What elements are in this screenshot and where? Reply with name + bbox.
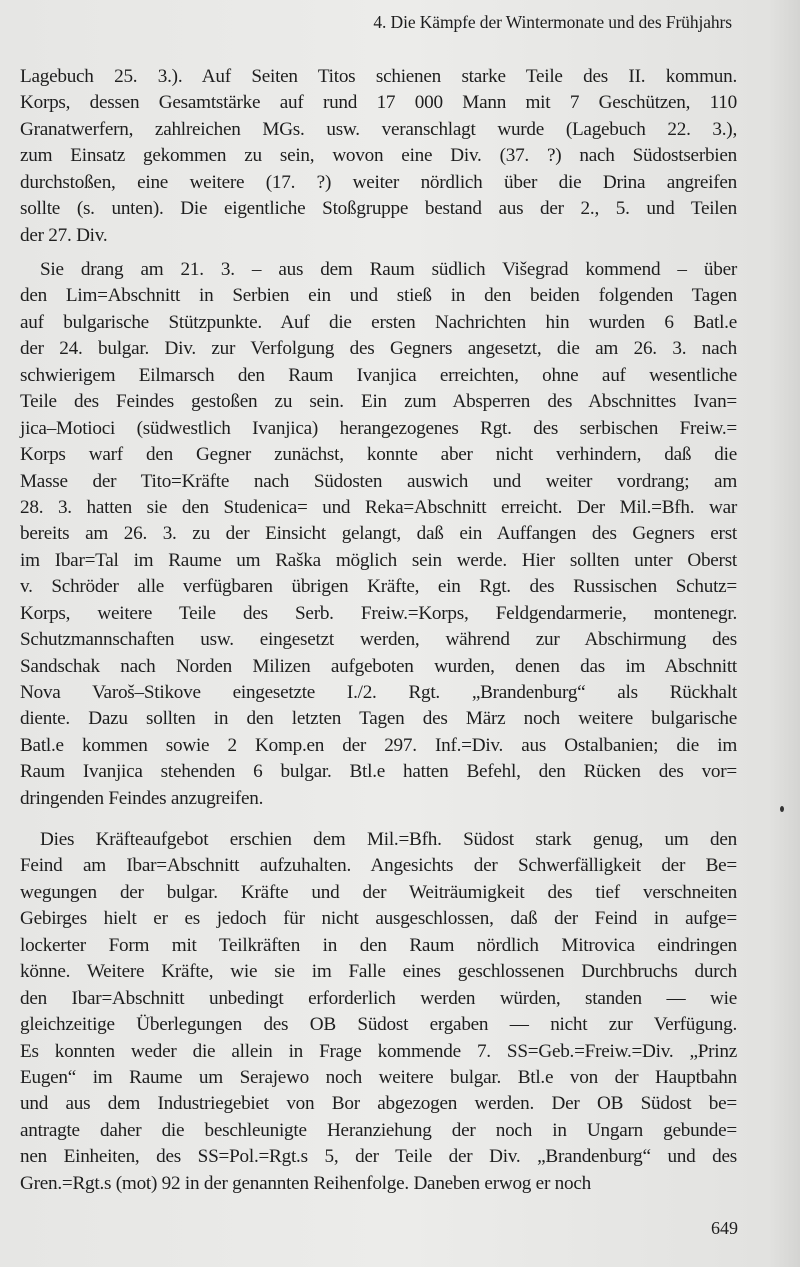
text-line: Korps, dessen Gesamtstärke auf rund 17 000 Mann mit 7 Geschützen, 110 <box>20 92 737 114</box>
text-line: Granatwerfern, zahlreichen MGs. usw. veranschlagt wurde (Lagebuch 22. 3.), <box>20 118 737 140</box>
text-line: den Ibar=Abschnitt unbedingt erforderlich werden würden, standen — wie <box>20 987 737 1009</box>
text-line: Sie drang am 21. 3. – aus dem Raum südlich Višegrad kommend – über <box>40 259 737 280</box>
text-line: Gebirges hielt er es jedoch für nicht ausgeschlossen, daß der Feind in aufge= <box>20 908 737 930</box>
text-line: durchstoßen, eine weitere (17. ?) weiter nördlich über die Drina angreifen <box>20 171 737 193</box>
text-line: der 27. Div. <box>20 224 108 246</box>
text-line: lockerter Form mit Teilkräften in den Raum nördlich Mitrovica eindringen <box>20 934 737 956</box>
text-line: jica–Motioci (südwestlich Ivanjica) herangezogenes Rgt. des serbischen Freiw.= <box>20 417 737 439</box>
text-line: Dies Kräfteaufgebot erschien dem Mil.=Bfh. Südost stark genug, um den <box>40 829 737 850</box>
text-line: v. Schröder alle verfügbaren übrigen Kräfte, ein Rgt. des Russischen Schutz= <box>20 576 737 598</box>
text-line: Gren.=Rgt.s (mot) 92 in der genannten Reihenfolge. Daneben erwog er noch <box>20 1172 591 1194</box>
paragraph-3 <box>20 827 737 1197</box>
page-number: 649 <box>711 1218 738 1238</box>
text-line: antragte daher die beschleunigte Heranziehung der noch in Ungarn gebunde= <box>20 1119 737 1141</box>
text-line: und aus dem Industriegebiet von Bor abgezogen werden. Der OB Südost be= <box>20 1093 737 1115</box>
text-line: wegungen der bulgar. Kräfte und der Weiträumigkeit des tief verschneiten <box>20 881 737 903</box>
text-line: Sandschak nach Norden Milizen aufgeboten wurden, denen das im Abschnitt <box>20 655 737 677</box>
text-line: Feind am Ibar=Abschnitt aufzuhalten. Angesichts der Schwerfälligkeit der Be= <box>20 855 737 877</box>
text-line: Schutzmannschaften usw. eingesetzt werden, während zur Abschirmung des <box>20 629 737 651</box>
text-line: Korps, weitere Teile des Serb. Freiw.=Korps, Feldgendarmerie, montenegr. <box>20 602 737 624</box>
text-line: im Ibar=Tal im Raume um Raška möglich sein werde. Hier sollten unter Oberst <box>20 549 737 571</box>
text-line: Lagebuch 25. 3.). Auf Seiten Titos schienen starke Teile des II. kommun. <box>20 66 737 87</box>
text-line: der 24. bulgar. Div. zur Verfolgung des Gegners angesetzt, die am 26. 3. nach <box>20 338 737 360</box>
text-line: den Lim=Abschnitt in Serbien ein und stieß in den beiden folgenden Tagen <box>20 285 737 307</box>
text-line: dringenden Feindes anzugreifen. <box>20 787 264 809</box>
text-line: Eugen“ im Raume um Serajewo noch weitere bulgar. Btl.e von der Hauptbahn <box>20 1066 737 1088</box>
scan-speck <box>780 806 784 812</box>
text-line: könne. Weitere Kräfte, wie sie im Falle eines geschlossenen Durchbruchs durch <box>20 961 737 983</box>
text-line: Masse der Tito=Kräfte nach Südosten auswich und weiter vordrang; am <box>20 470 737 492</box>
text-line: schwierigem Eilmarsch den Raum Ivanjica erreichten, ohne auf wesentliche <box>20 364 737 386</box>
text-line: gleichzeitige Überlegungen des OB Südost ergaben — nicht zur Verfügung. <box>20 1014 737 1036</box>
text-line: 28. 3. hatten sie den Studenica= und Reka=Abschnitt erreicht. Der Mil.=Bfh. war <box>20 496 737 518</box>
text-line: auf bulgarische Stützpunkte. Auf die ersten Nachrichten hin wurden 6 Batl.e <box>20 311 737 333</box>
text-line: Raum Ivanjica stehenden 6 bulgar. Btl.e hatten Befehl, den Rücken des vor= <box>20 761 737 783</box>
text-line: Teile des Feindes gestoßen zu sein. Ein zum Absperren des Abschnittes Ivan= <box>20 391 737 413</box>
text-line: sollte (s. unten). Die eigentliche Stoßgruppe bestand aus der 2., 5. und Teilen <box>20 198 737 220</box>
paragraph-1 <box>20 64 737 249</box>
text-line: Nova Varoš–Stikove eingesetzte I./2. Rgt. „Brandenburg“ als Rückhalt <box>20 682 737 703</box>
text-line: zum Einsatz gekommen zu sein, wovon eine Div. (37. ?) nach Südostserbien <box>20 145 737 167</box>
running-header: 4. Die Kämpfe der Wintermonate und des Frühjahrs <box>373 12 732 32</box>
paragraph-2 <box>20 257 737 812</box>
text-line: Es konnten weder die allein in Frage kommende 7. SS=Geb.=Freiw.=Div. „Prinz <box>20 1040 737 1062</box>
text-line: bereits am 26. 3. zu der Einsicht gelangt, daß ein Auffangen des Gegners erst <box>20 523 737 545</box>
text-line: Korps warf den Gegner zunächst, konnte aber nicht verhindern, daß die <box>20 444 737 466</box>
text-line: diente. Dazu sollten in den letzten Tagen des März noch weitere bulgarische <box>20 708 737 730</box>
text-line: Batl.e kommen sowie 2 Komp.en der 297. Inf.=Div. aus Ostalbanien; die im <box>20 734 737 756</box>
text-line: nen Einheiten, des SS=Pol.=Rgt.s 5, der Teile der Div. „Brandenburg“ und des <box>20 1146 737 1168</box>
